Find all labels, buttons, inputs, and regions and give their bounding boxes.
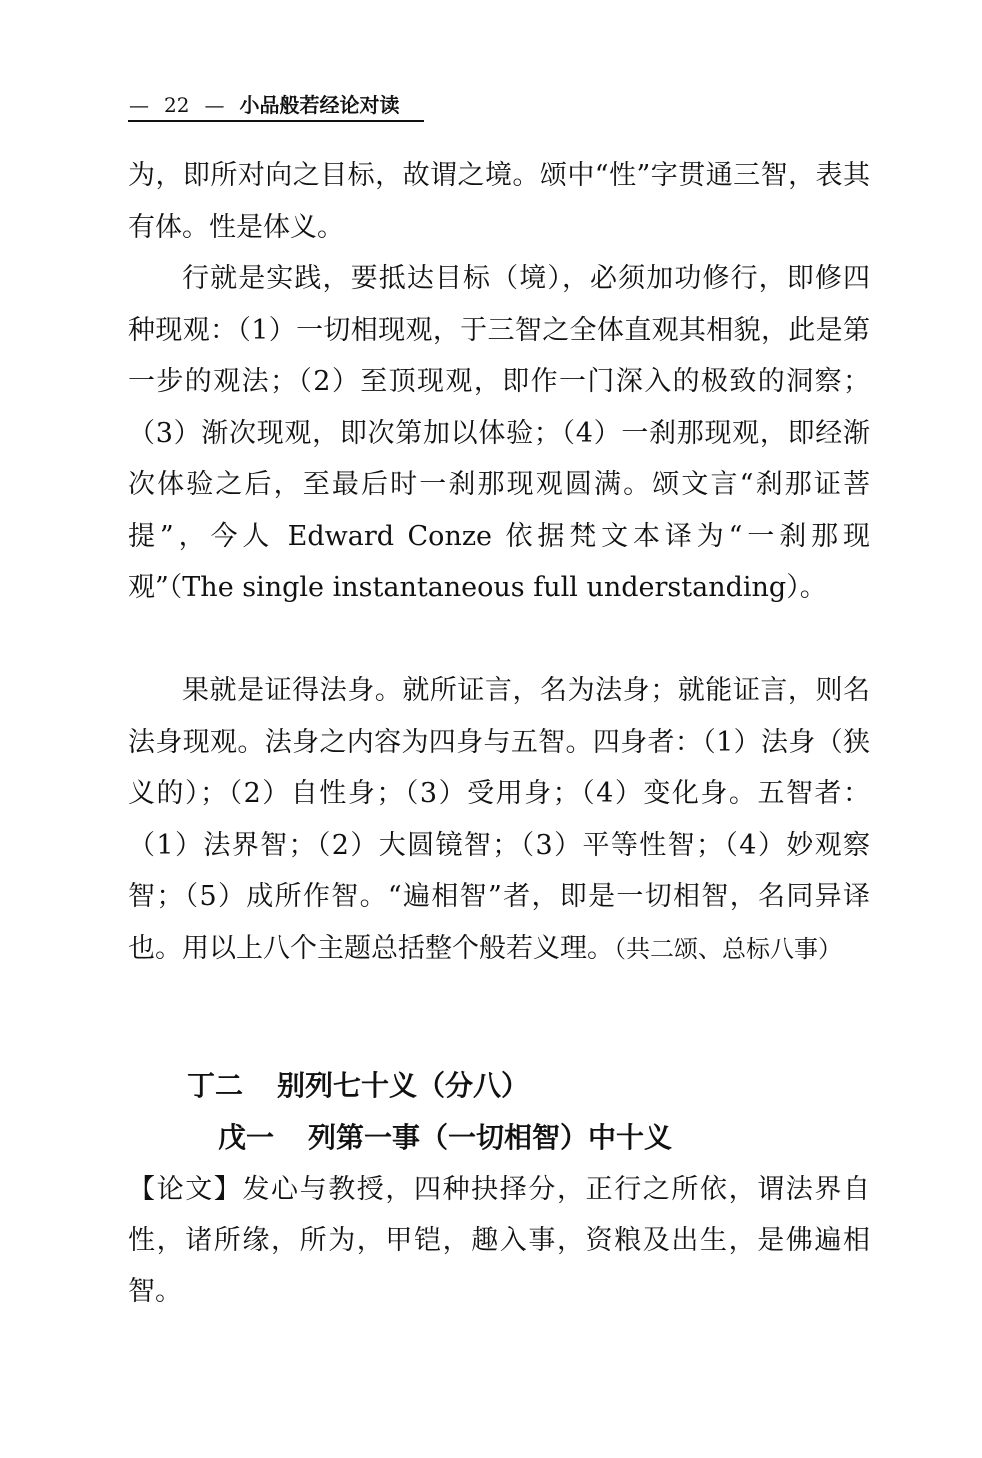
paragraph-fruit-text: 果就是证得法身。就所证言，名为法身；就能证言，则名法身现观。法身之内容为四身与五智。四身者：（1）法身（狭义的）；（2）自性身；（3）受用身；（4）变化身。五智者：（1）法界智；（2）大圆镜智；（3）平等性智；（4）妙观察智；（5）成所作智。“遍相智”者，即是一切相智，名同异译也。用以上八个主题总括整个般若义理。 — [128, 675, 870, 964]
book-title: 小品般若经论对读 — [239, 93, 400, 117]
page-number: 22 — [164, 93, 190, 117]
section-heading-text: 别列七十义（分八） — [277, 1069, 530, 1102]
verse-label: 【论文】 — [128, 1174, 243, 1205]
paragraph-fruit-note: （共二颂、总标八事） — [614, 934, 842, 963]
subsection-heading-text: 列第一事（一切相智）中十义 — [308, 1121, 673, 1154]
verse-paragraph — [128, 1164, 870, 1317]
subsection-heading — [218, 1118, 672, 1158]
header-dash-left: — — [129, 93, 149, 117]
header-rule — [128, 120, 424, 122]
paragraph-continuation: 为，即所对向之目标，故谓之境。颂中“性”字贯通三智，表其有体。性是体义。 — [128, 160, 870, 243]
header-dash-right: — — [204, 93, 225, 117]
section-heading-label: 丁二 — [187, 1069, 244, 1102]
running-header — [128, 92, 428, 122]
subsection-heading-label: 戊一 — [218, 1121, 275, 1154]
paragraph-practice: 行就是实践，要抵达目标（境），必须加功修行，即修四种现观：（1）一切相现观，于三智之全体直观其相貌，此是第一步的观法；（2）至顶现观，即作一门深入的极致的洞察；（3）渐次现观，即次第加以体验；（4）一刹那现观，即经渐次体验之后，至最后时一刹那现观圆满。颂文言“刹那证菩提”，今人 Edward Conze 依据梵文本译为“一刹那现观”（The single instantaneous full understanding）。 — [128, 263, 870, 603]
section-heading — [187, 1066, 529, 1106]
paragraph-fruit — [128, 665, 870, 975]
verse-text: 发心与教授，四种抉择分，正行之所依，谓法界自性，诸所缘，所为，甲铠，趣入事，资粮及出生，是佛遍相智。 — [128, 1174, 871, 1307]
